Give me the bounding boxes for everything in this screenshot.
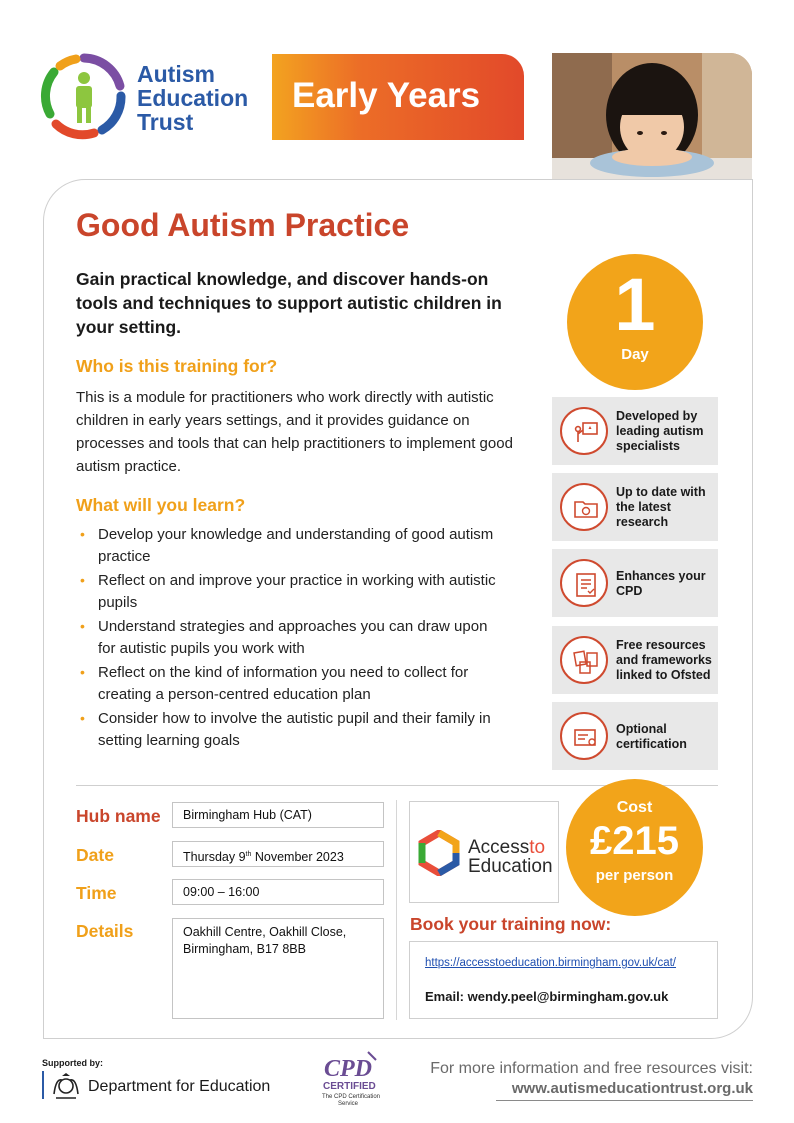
duration-badge: [567, 254, 703, 390]
child-photo-image: [552, 53, 752, 180]
svg-text:Service: Service: [338, 1101, 359, 1107]
list-item: • Consider how to involve the autistic pupil and their family in setting learning goals: [78, 708, 498, 751]
child-photo: [552, 53, 752, 180]
logo-line-2: Education: [137, 85, 249, 111]
date-rest: November 2023: [251, 850, 344, 865]
early-years-banner: [272, 54, 524, 140]
banner-label: Early Years: [292, 76, 481, 115]
royal-crest-icon: [50, 1072, 82, 1100]
feature-text: Free resources and frameworks linked to Ofsted: [616, 638, 712, 682]
cost-label: Cost: [616, 799, 653, 816]
feature-text: Up to date with the latest research: [616, 485, 706, 529]
date-label: Date: [76, 845, 114, 865]
hexagon-logo-icon: [416, 830, 462, 876]
who-text: This is a module for practitioners who work directly with autistic children in early years settings, and it provides guidance on processes and tools that can help practitioners to implement good autism practice.: [76, 389, 513, 475]
logo-ring-icon: [40, 52, 128, 140]
logo-wordmark: [137, 62, 248, 134]
dfe-label: Department for Education: [88, 1078, 271, 1095]
access-to-education-logo: [409, 801, 559, 903]
hub-label: Hub name: [76, 806, 161, 826]
time-label: Time: [76, 883, 117, 903]
duration-number: 1: [614, 263, 656, 346]
intro-text: Gain practical knowledge, and discover hands-on tools and techniques to support autistic children in your setting.: [76, 269, 502, 337]
feature-cpd: [552, 549, 718, 617]
list-item: • Develop your knowledge and understanding of good autism practice: [78, 524, 498, 567]
cpd-certified-logo: [318, 1050, 386, 1108]
partner-name-part2: to: [529, 837, 546, 858]
more-info-text: For more information and free resources visit:: [430, 1060, 753, 1077]
website-underline: [496, 1100, 753, 1101]
booking-link[interactable]: https://accesstoeducation.birmingham.gov.uk/cat/: [425, 957, 677, 969]
documents-icon: [560, 636, 608, 684]
logo-line-1: Autism: [137, 61, 215, 87]
details-field: [172, 918, 384, 1019]
partner-name-part1: Access: [468, 837, 530, 858]
feature-text: Optional certification: [616, 722, 687, 751]
duration-unit: Day: [621, 346, 649, 363]
folder-refresh-icon: [560, 483, 608, 531]
feature-certification: [552, 702, 718, 770]
list-item: • Reflect on and improve your practice in working with autistic pupils: [78, 570, 498, 613]
cost-price: £215: [590, 819, 679, 863]
website-url[interactable]: www.autismeducationtrust.org.uk: [511, 1080, 753, 1097]
svg-text:CPD: CPD: [324, 1056, 372, 1082]
hub-field: Birmingham Hub (CAT): [172, 802, 384, 828]
address-line-1: Oakhill Centre, Oakhill Close,: [183, 925, 347, 939]
learn-list: [78, 524, 498, 754]
date-suffix: th: [245, 851, 252, 858]
address-line-2: Birmingham, B17 8BB: [183, 942, 306, 956]
feature-resources: [552, 626, 718, 694]
aet-logo: [40, 52, 270, 142]
date-field: [172, 841, 384, 867]
cost-badge: [566, 779, 703, 916]
supported-by-label: Supported by:: [42, 1058, 103, 1068]
booking-email[interactable]: Email: wendy.peel@birmingham.gov.uk: [425, 989, 669, 1004]
date-day: Thursday 9: [183, 850, 246, 865]
document-check-icon: [560, 559, 608, 607]
feature-research: [552, 473, 718, 541]
who-heading: Who is this training for?: [76, 356, 278, 376]
feature-text: Enhances your CPD: [616, 569, 706, 598]
svg-text:CERTIFIED: CERTIFIED: [323, 1081, 376, 1092]
cost-per: per person: [595, 867, 674, 884]
logo-line-3: Trust: [137, 109, 194, 135]
presenter-icon: [560, 407, 608, 455]
dfe-bar: [42, 1071, 44, 1099]
learn-heading: What will you learn?: [76, 495, 246, 515]
time-field: 09:00 – 16:00: [172, 879, 384, 905]
feature-text: Developed by leading autism specialists: [616, 409, 704, 453]
certificate-icon: [560, 712, 608, 760]
page-title: Good Autism Practice: [76, 207, 410, 243]
booking-box: [409, 941, 718, 1019]
vertical-divider: [396, 800, 397, 1020]
list-item: • Understand strategies and approaches you can draw upon for autistic pupils you work with: [78, 616, 498, 659]
partner-name-line2: Education: [468, 856, 553, 877]
list-item: • Reflect on the kind of information you need to collect for creating a person-centred education plan: [78, 662, 498, 705]
svg-text:The CPD Certification: The CPD Certification: [322, 1094, 381, 1100]
partner-wordmark: [468, 838, 553, 876]
feature-specialists: [552, 397, 718, 465]
details-label: Details: [76, 921, 134, 941]
booking-heading: Book your training now:: [410, 914, 612, 934]
